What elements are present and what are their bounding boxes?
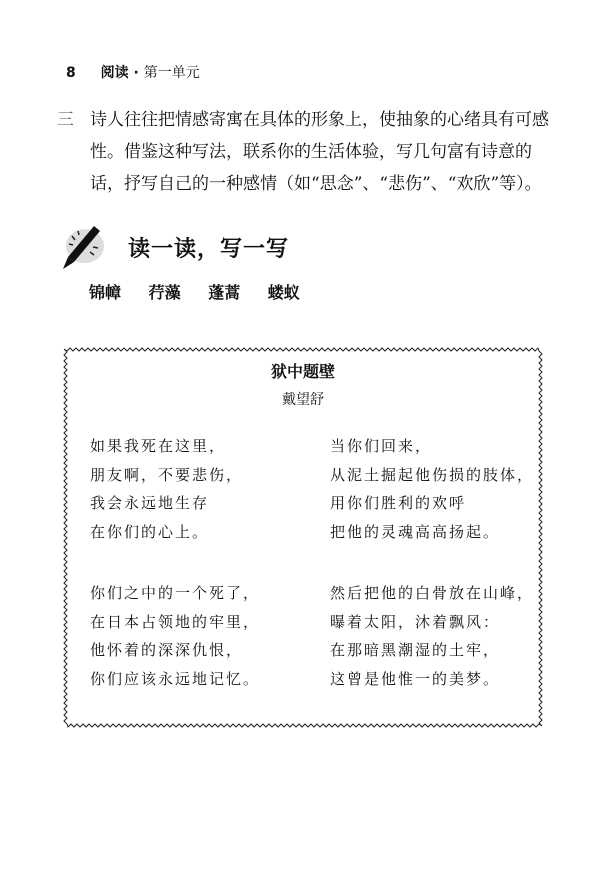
exercise-number: 三 xyxy=(57,110,74,130)
pencil-icon xyxy=(60,222,110,272)
poem-line: 如果我死在这里， xyxy=(90,437,227,455)
poem-box xyxy=(63,347,543,728)
poem-line: 你们之中的一个死了， xyxy=(90,584,261,602)
poem-line: 你们应该永远地记忆。 xyxy=(90,669,261,688)
poem-line: 然后把他的白骨放在山峰， xyxy=(330,584,535,602)
vocab-word: 蝼蚁 xyxy=(267,283,300,302)
poem-line: 朋友啊，不要悲伤， xyxy=(90,465,244,484)
poem-author: 戴望舒 xyxy=(282,392,324,408)
separator: · xyxy=(133,65,139,81)
section-label: 阅读 xyxy=(100,65,129,81)
vocab-word: 荇藻 xyxy=(148,283,181,302)
stanza xyxy=(330,579,534,693)
exercise-item xyxy=(57,104,557,200)
vocab-word: 蓬蒿 xyxy=(208,283,241,302)
unit-label: 第一单元 xyxy=(143,65,200,81)
poem-line: 在那暗黑潮湿的土牢， xyxy=(330,641,501,659)
page-header xyxy=(66,62,200,82)
poem-line: 当你们回来， xyxy=(330,437,433,455)
stanza xyxy=(90,432,243,546)
section-title: 读一读，写一写 xyxy=(128,237,290,262)
vocabulary-list xyxy=(89,280,322,303)
poem-line: 用你们胜利的欢呼 xyxy=(330,494,467,512)
vocab-word: 锦幛 xyxy=(89,283,122,302)
poem-line: 在日本占领地的牢里， xyxy=(90,612,261,631)
page-number: 8 xyxy=(66,65,76,81)
exercise-text: 诗人往往把情感寄寓在具体的形象上，使抽象的心绪具有可感性。借鉴这种写法，联系你的生活体验，写几句富有诗意的话，抒写自己的一种感情（如“思念”、“悲伤”、“欢欣”等）。 xyxy=(90,110,549,194)
poem-line: 在你们的心上。 xyxy=(90,522,210,541)
poem-line: 他怀着的深深仇恨， xyxy=(90,641,244,659)
poem-line: 这曾是他惟一的美梦。 xyxy=(330,669,501,688)
poem-line: 从泥土掘起他伤损的肢体， xyxy=(330,465,535,484)
poem-line: 曝着太阳，沐着飘风： xyxy=(330,612,501,631)
poem-line: 我会永远地生存 xyxy=(90,494,210,512)
stanza xyxy=(90,579,260,693)
stanza xyxy=(330,432,534,546)
poem-title: 狱中题壁 xyxy=(270,362,335,381)
poem-line: 把他的灵魂高高扬起。 xyxy=(330,522,501,541)
